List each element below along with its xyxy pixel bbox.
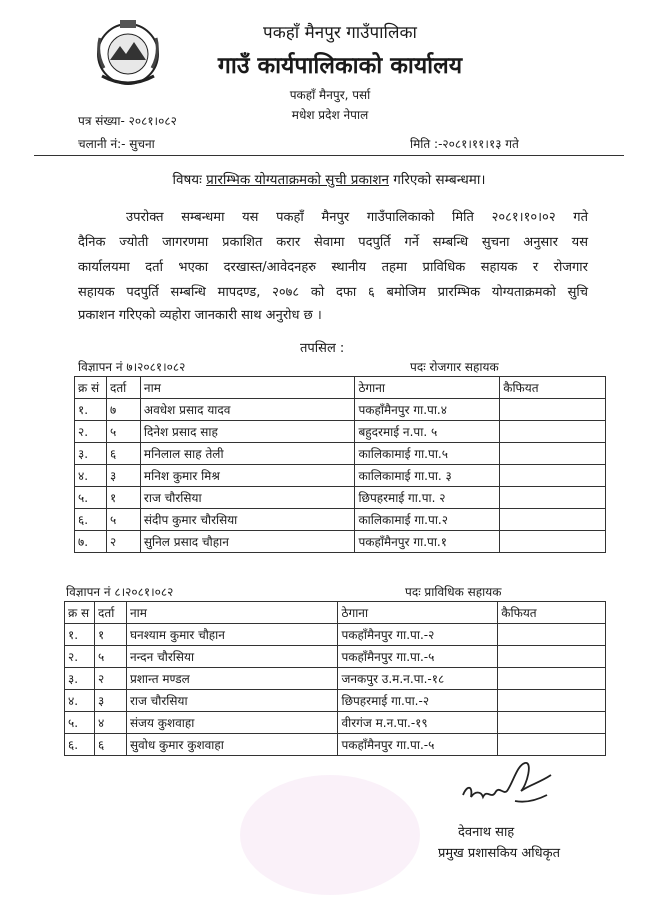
letter-subject xyxy=(34,170,624,188)
table-row xyxy=(75,531,606,553)
cell: ५ xyxy=(94,646,126,668)
table2-ad-number: विज्ञापन नं ८।२०८१।०८२ xyxy=(66,585,174,599)
cell xyxy=(500,487,606,509)
cell: घनश्याम कुमार चौहान xyxy=(126,624,338,646)
cell: पकहाँमैनपुर गा.पा.१ xyxy=(355,531,500,553)
subject-suffix: गरिएको सम्बन्धमा। xyxy=(389,172,486,188)
cell: कालिकामाई गा.पा.२ xyxy=(355,509,500,531)
cell: ३ xyxy=(106,465,140,487)
cell: मनिश कुमार मिश्र xyxy=(140,465,355,487)
cell: २ xyxy=(106,531,140,553)
cell xyxy=(500,465,606,487)
cell xyxy=(500,421,606,443)
table-row xyxy=(65,668,606,690)
header-cell: क्र सं xyxy=(75,377,107,399)
municipality-name: पकहाँ मैनपुर गाउँपालिका xyxy=(263,23,417,43)
cell xyxy=(498,624,606,646)
header-cell: दर्ता xyxy=(106,377,140,399)
cell: ७ xyxy=(106,399,140,421)
cell: पकहाँमैनपुर गा.पा.-५ xyxy=(338,646,498,668)
cell: सुवोध कुमार कुशवाहा xyxy=(126,734,338,756)
body-line: दैनिक ज्योती जागरणमा प्रकाशित करार सेवामा पदपुर्ति गर्ने सम्बन्धि सुचना अनुसार यस xyxy=(78,235,588,250)
office-name: गाउँ कार्यपालिकाको कार्यालय xyxy=(217,53,463,79)
cell: संदीप कुमार चौरसिया xyxy=(140,509,355,531)
cell: २ xyxy=(94,668,126,690)
table-rojgar-sahayak xyxy=(74,376,606,553)
table-row xyxy=(65,734,606,756)
cell: कालिकामाई गा.पा. ३ xyxy=(355,465,500,487)
address-line-2: मधेश प्रदेश नेपाल xyxy=(291,108,369,122)
cell: ५. xyxy=(65,712,95,734)
header-cell: ठेगाना xyxy=(338,602,498,624)
cell xyxy=(500,509,606,531)
table-row xyxy=(75,421,606,443)
letter-body xyxy=(78,205,588,305)
header-cell: क्र स xyxy=(65,602,95,624)
cell xyxy=(498,646,606,668)
table2-post: पदः प्राविधिक सहायक xyxy=(405,585,502,599)
cell: २. xyxy=(65,646,95,668)
table-row xyxy=(75,399,606,421)
cell: ५ xyxy=(106,421,140,443)
header-divider xyxy=(34,155,624,156)
table-row xyxy=(75,465,606,487)
body-line: सहायक पदपुर्ति सम्बन्धि मापदण्ड, २०७८ को दफा ६ बमोजिम प्रारम्भिक योग्यताक्रमको सुचि xyxy=(78,285,588,300)
header-cell: नाम xyxy=(140,377,355,399)
cell: छिपहरमाई गा.पा.-२ xyxy=(338,690,498,712)
cell: सुनिल प्रसाद चौहान xyxy=(140,531,355,553)
body-last-line: प्रकाशन गरिएको व्यहोरा जानकारी साथ अनुरोध छ । xyxy=(78,308,322,323)
table-header-row xyxy=(75,377,606,399)
cell: राज चौरसिया xyxy=(140,487,355,509)
table1-ad-number: विज्ञापन नं ७।२०८१।०८२ xyxy=(78,360,186,374)
header-cell: दर्ता xyxy=(94,602,126,624)
cell: ४. xyxy=(65,690,95,712)
table-row xyxy=(75,487,606,509)
cell: ७. xyxy=(75,531,107,553)
cell: ३. xyxy=(65,668,95,690)
cell xyxy=(500,531,606,553)
cell xyxy=(498,668,606,690)
header-cell: कैफियत xyxy=(500,377,606,399)
cell: नन्दन चौरसिया xyxy=(126,646,338,668)
cell: ६ xyxy=(94,734,126,756)
cell: ४. xyxy=(75,465,107,487)
cell: २. xyxy=(75,421,107,443)
subject-main: प्रारम्भिक योग्यताक्रमको सुची प्रकाशन xyxy=(206,172,389,188)
cell: १ xyxy=(106,487,140,509)
cell: ६ xyxy=(106,443,140,465)
cell: अवधेश प्रसाद यादव xyxy=(140,399,355,421)
cell: ६. xyxy=(65,734,95,756)
office-stamp-shade xyxy=(240,775,420,895)
header-cell: ठेगाना xyxy=(355,377,500,399)
table-row xyxy=(65,690,606,712)
cell xyxy=(498,734,606,756)
nepal-emblem-icon xyxy=(88,18,168,90)
cell: वीरगंज म.न.पा.-१९ xyxy=(338,712,498,734)
cell: बहुदरमाई न.पा. ५ xyxy=(355,421,500,443)
table-row xyxy=(65,646,606,668)
table-prabidhik-sahayak xyxy=(64,601,606,756)
address-line-1: पकहाँ मैनपुर, पर्सा xyxy=(289,88,371,102)
cell: पकहाँमैनपुर गा.पा.४ xyxy=(355,399,500,421)
dispatch-number: चलानी नं:- सुचना xyxy=(78,137,155,151)
cell: कालिकामाई गा.पा.५ xyxy=(355,443,500,465)
cell: जनकपुर उ.म.न.पा.-१८ xyxy=(338,668,498,690)
cell: संजय कुशवाहा xyxy=(126,712,338,734)
body-line: कार्यालयमा दर्ता भएका दरखास्त/आवेदनहरु स्थानीय तहमा प्राविधिक सहायक र रोजगार xyxy=(78,260,588,275)
cell: प्रशान्त मण्डल xyxy=(126,668,338,690)
cell: छिपहरमाई गा.पा. २ xyxy=(355,487,500,509)
signature-icon xyxy=(455,755,565,815)
cell: ५ xyxy=(106,509,140,531)
cell: पकहाँमैनपुर गा.पा.-५ xyxy=(338,734,498,756)
details-heading: तपसिल : xyxy=(300,341,345,356)
header-cell: कैफियत xyxy=(498,602,606,624)
cell: राज चौरसिया xyxy=(126,690,338,712)
cell xyxy=(498,690,606,712)
letter-number: पत्र संख्या- २०८१।०८२ xyxy=(78,114,177,128)
cell xyxy=(498,712,606,734)
cell xyxy=(500,443,606,465)
cell: ४ xyxy=(94,712,126,734)
cell: पकहाँमैनपुर गा.पा.-२ xyxy=(338,624,498,646)
table1-post: पदः रोजगार सहायक xyxy=(410,360,499,374)
header-cell: नाम xyxy=(126,602,338,624)
table-row xyxy=(75,443,606,465)
signatory-title: प्रमुख प्रशासकिय अधिकृत xyxy=(438,846,561,861)
cell xyxy=(500,399,606,421)
table-row xyxy=(65,624,606,646)
letter-date: मिति :-२०८१।११।१३ गते xyxy=(410,137,519,151)
cell: मनिलाल साह तेली xyxy=(140,443,355,465)
cell: ३. xyxy=(75,443,107,465)
table-row xyxy=(65,712,606,734)
body-line: उपरोक्त सम्बन्धमा यस पकहाँ मैनपुर गाउँपालिकाको मिति २०८१।१०।०२ गते xyxy=(126,210,588,225)
table-header-row xyxy=(65,602,606,624)
cell: ५. xyxy=(75,487,107,509)
subject-prefix: विषयः xyxy=(172,172,207,188)
cell: ६. xyxy=(75,509,107,531)
cell: १ xyxy=(94,624,126,646)
cell: दिनेश प्रसाद साह xyxy=(140,421,355,443)
cell: १. xyxy=(65,624,95,646)
table-row xyxy=(75,509,606,531)
cell: ३ xyxy=(94,690,126,712)
cell: १. xyxy=(75,399,107,421)
signatory-name: देवनाथ साह xyxy=(458,825,515,840)
